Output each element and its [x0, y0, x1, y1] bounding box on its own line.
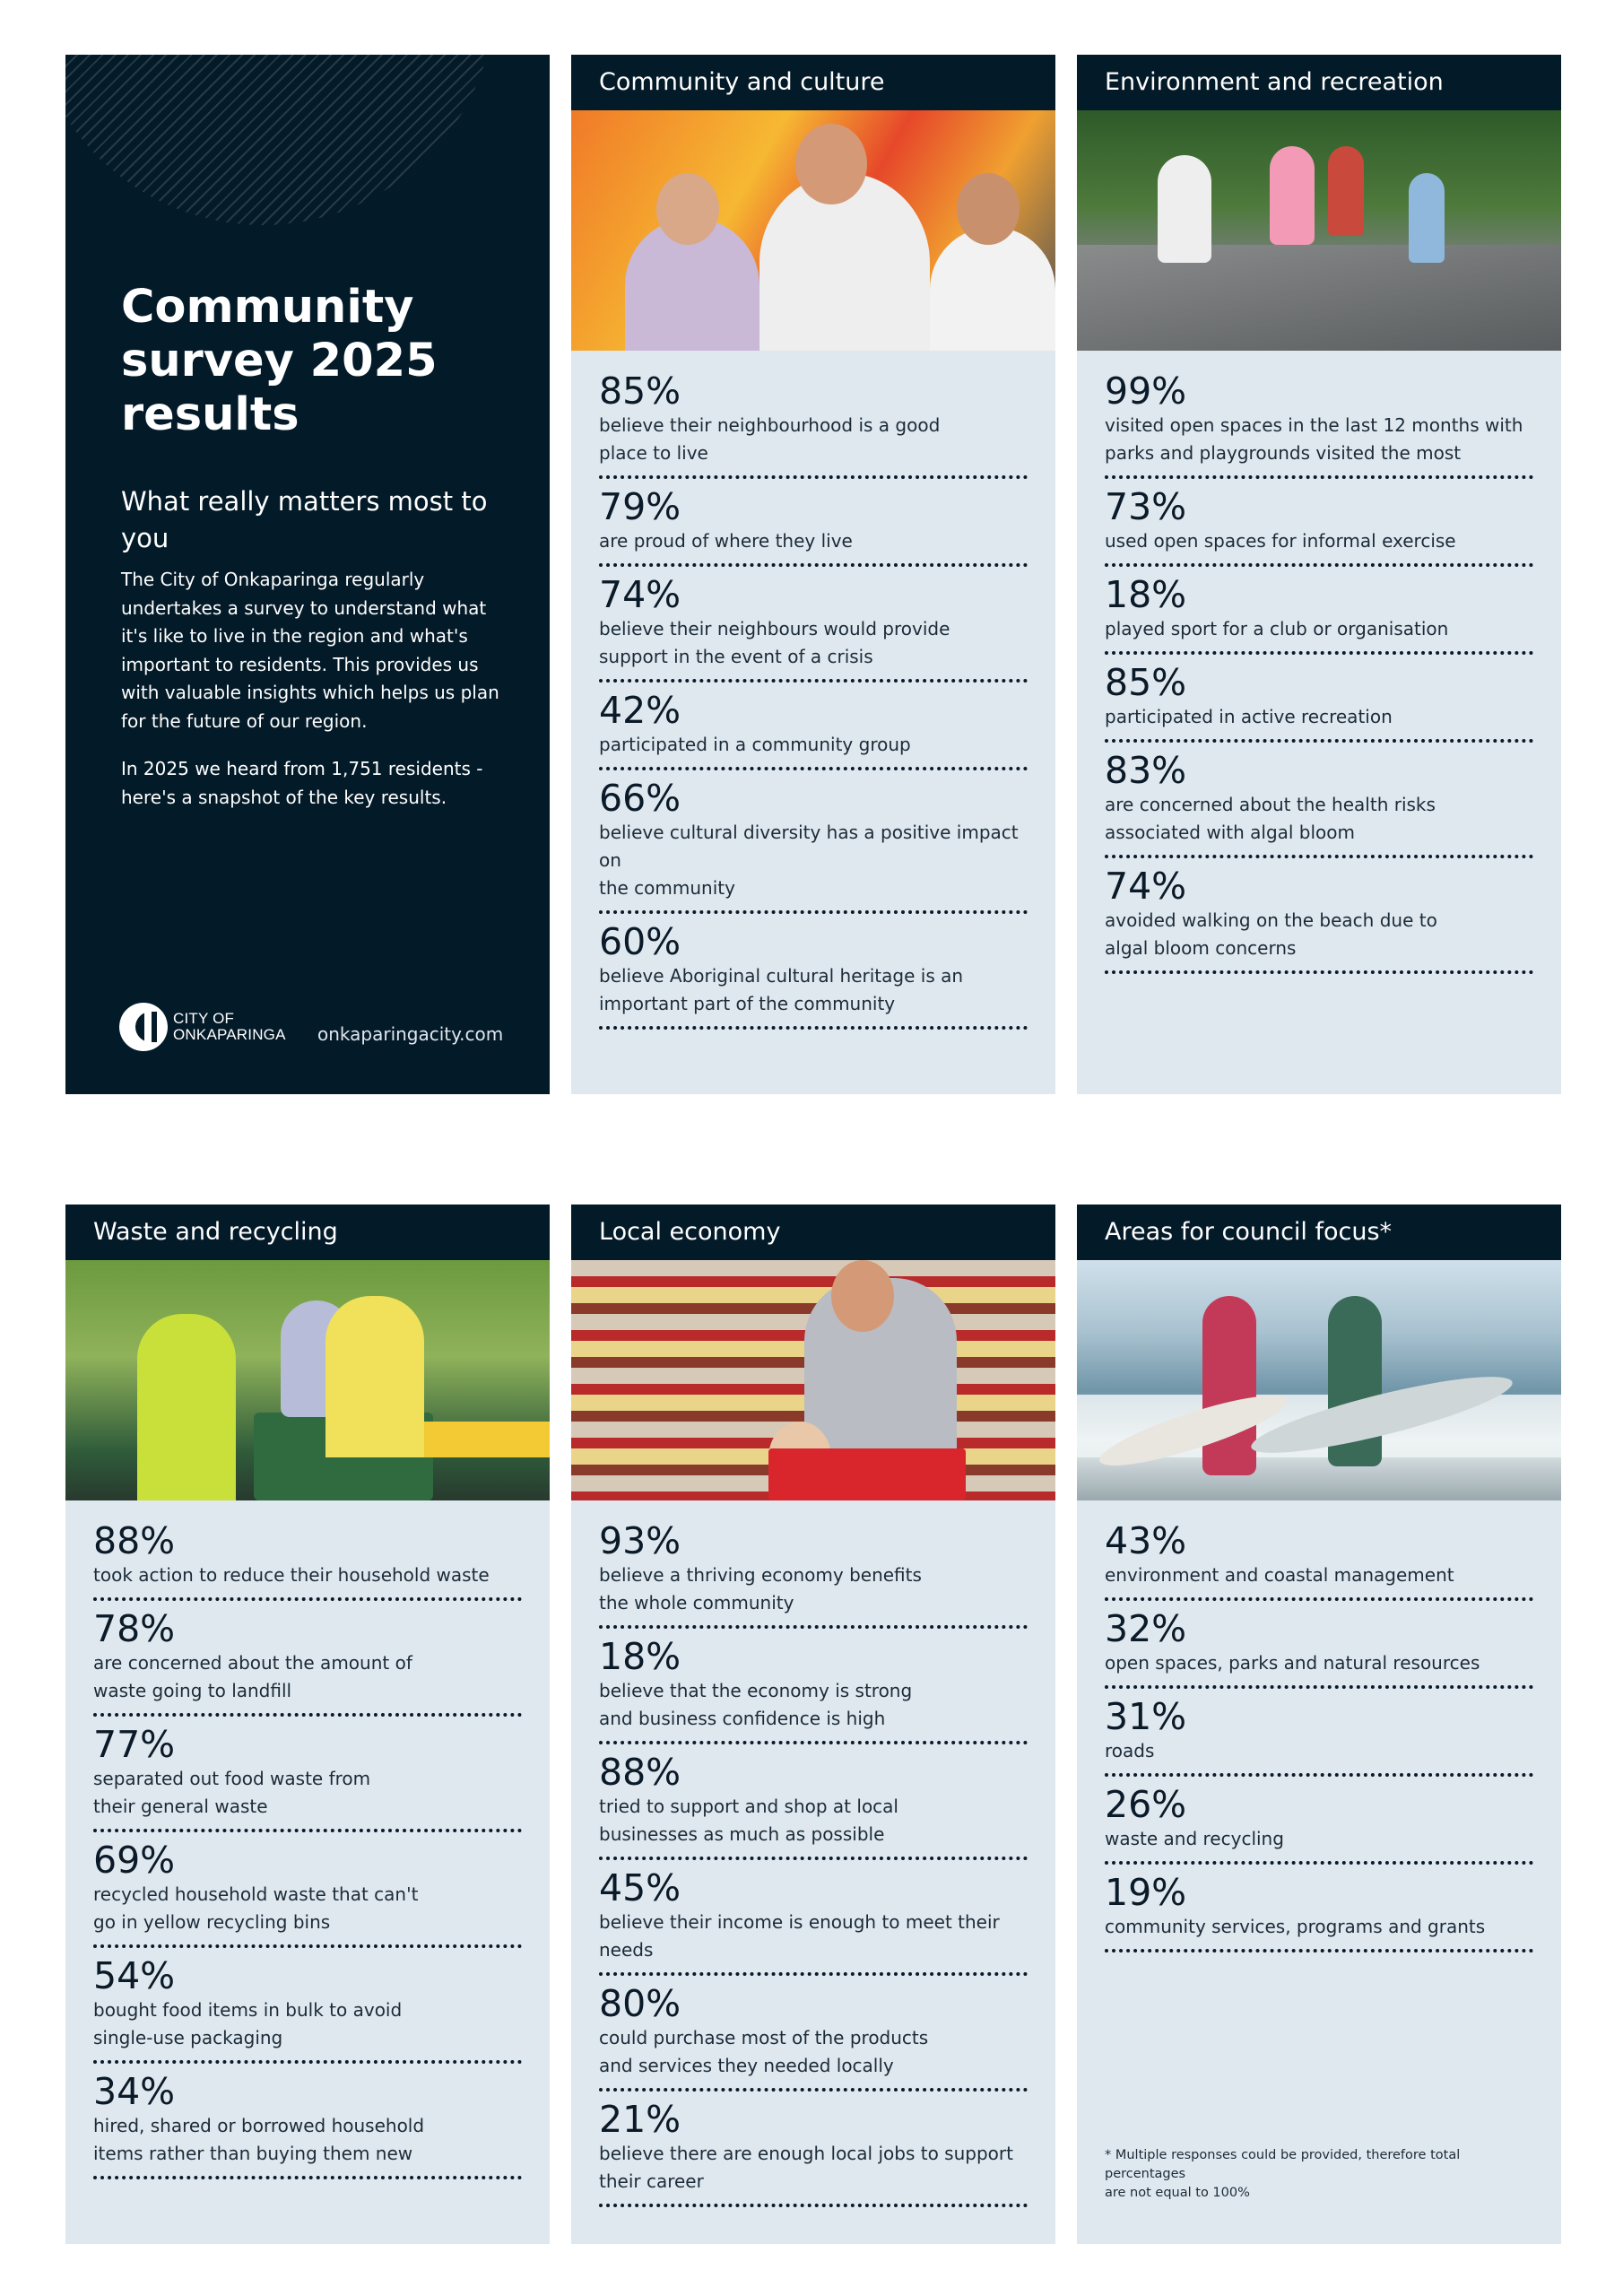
- stats-list: [65, 1500, 550, 2179]
- stat-item: 85% participated in active recreation: [1105, 662, 1533, 743]
- stat-item: 93% believe a thriving economy benefits the whole community: [599, 1520, 1028, 1629]
- stat-item: 88% tried to support and shop at local businesses as much as possible: [599, 1752, 1028, 1860]
- waste-photo: [65, 1260, 550, 1500]
- environment-recreation-panel: [1077, 55, 1561, 1094]
- stats-list: [1077, 351, 1561, 974]
- stat-item: 73% used open spaces for informal exercise: [1105, 486, 1533, 567]
- intro-paragraph-residents: In 2025 we heard from 1,751 residents - here's a snapshot of the key results.: [121, 758, 483, 808]
- panel-heading: Environment and recreation: [1077, 55, 1561, 110]
- page-subtitle: What really matters most to you: [121, 486, 488, 553]
- stat-item: 83% are concerned about the health risks associated with algal bloom: [1105, 750, 1533, 858]
- footnote: * Multiple responses could be provided, therefore total percentages are not equal to 100%: [1105, 2148, 1461, 2200]
- website-link[interactable]: onkaparingacity.com: [317, 1023, 504, 1045]
- environment-photo: [1077, 110, 1561, 351]
- stat-item: 80% could purchase most of the products and services they needed locally: [599, 1983, 1028, 2092]
- community-photo: [571, 110, 1055, 351]
- stats-list: [1077, 1500, 1561, 1952]
- stat-item: 54% bought food items in bulk to avoid single-use packaging: [93, 1955, 522, 2064]
- stat-item: 74% avoided walking on the beach due to algal bloom concerns: [1105, 865, 1533, 974]
- stat-item: 74% believe their neighbours would provide support in the event of a crisis: [599, 574, 1028, 683]
- stat-item: 26% waste and recycling: [1105, 1784, 1533, 1865]
- panel-heading: Waste and recycling: [65, 1205, 550, 1260]
- stat-item: 21% believe there are enough local jobs to support their career: [599, 2099, 1028, 2207]
- waste-recycling-panel: [65, 1205, 550, 2244]
- local-economy-panel: [571, 1205, 1055, 2244]
- decorative-arc: [65, 55, 496, 225]
- stat-item: 18% played sport for a club or organisation: [1105, 574, 1533, 655]
- stat-item: 34% hired, shared or borrowed household items rather than buying them new: [93, 2071, 522, 2179]
- panel-heading: Community and culture: [571, 55, 1055, 110]
- stat-item: 43% environment and coastal management: [1105, 1520, 1533, 1601]
- stat-item: 42% participated in a community group: [599, 690, 1028, 770]
- stat-item: 69% recycled household waste that can't go in yellow recycling bins: [93, 1839, 522, 1948]
- stats-list: [571, 1500, 1055, 2207]
- economy-photo: [571, 1260, 1055, 1500]
- intro-paragraph: The City of Onkaparinga regularly undertakes a survey to understand what it's like to live in the region and what's important to residents. This provides us with valuable insights which helps us plan for the future of our region.: [121, 569, 499, 732]
- stat-item: 45% believe their income is enough to meet their needs: [599, 1867, 1028, 1976]
- stat-item: 79% are proud of where they live: [599, 486, 1028, 567]
- stat-item: 32% open spaces, parks and natural resources: [1105, 1608, 1533, 1689]
- stat-item: 19% community services, programs and grants: [1105, 1872, 1533, 1952]
- stat-item: 66% believe cultural diversity has a positive impact on the community: [599, 778, 1028, 914]
- logo-icon: [119, 1003, 168, 1051]
- panel-heading: Local economy: [571, 1205, 1055, 1260]
- stats-list: [571, 351, 1055, 1030]
- city-logo: [119, 1003, 286, 1051]
- panel-heading: Areas for council focus*: [1077, 1205, 1561, 1260]
- stat-item: 99% visited open spaces in the last 12 months with parks and playgrounds visited the most: [1105, 370, 1533, 479]
- beach-photo: [1077, 1260, 1561, 1500]
- stat-item: 88% took action to reduce their household waste: [93, 1520, 522, 1601]
- stat-item: 77% separated out food waste from their general waste: [93, 1724, 522, 1832]
- stat-item: 60% believe Aboriginal cultural heritage is an important part of the community: [599, 921, 1028, 1030]
- council-focus-panel: [1077, 1205, 1561, 2244]
- stat-item: 78% are concerned about the amount of waste going to landfill: [93, 1608, 522, 1717]
- page-title: Community survey 2025 results: [121, 281, 438, 441]
- stat-item: 31% roads: [1105, 1696, 1533, 1777]
- stat-item: 85% believe their neighbourhood is a good place to live: [599, 370, 1028, 479]
- logo-text: CITY OF ONKAPARINGA: [173, 1010, 286, 1043]
- stat-item: 18% believe that the economy is strong and business confidence is high: [599, 1636, 1028, 1744]
- intro-panel: [65, 55, 550, 1094]
- community-culture-panel: [571, 55, 1055, 1094]
